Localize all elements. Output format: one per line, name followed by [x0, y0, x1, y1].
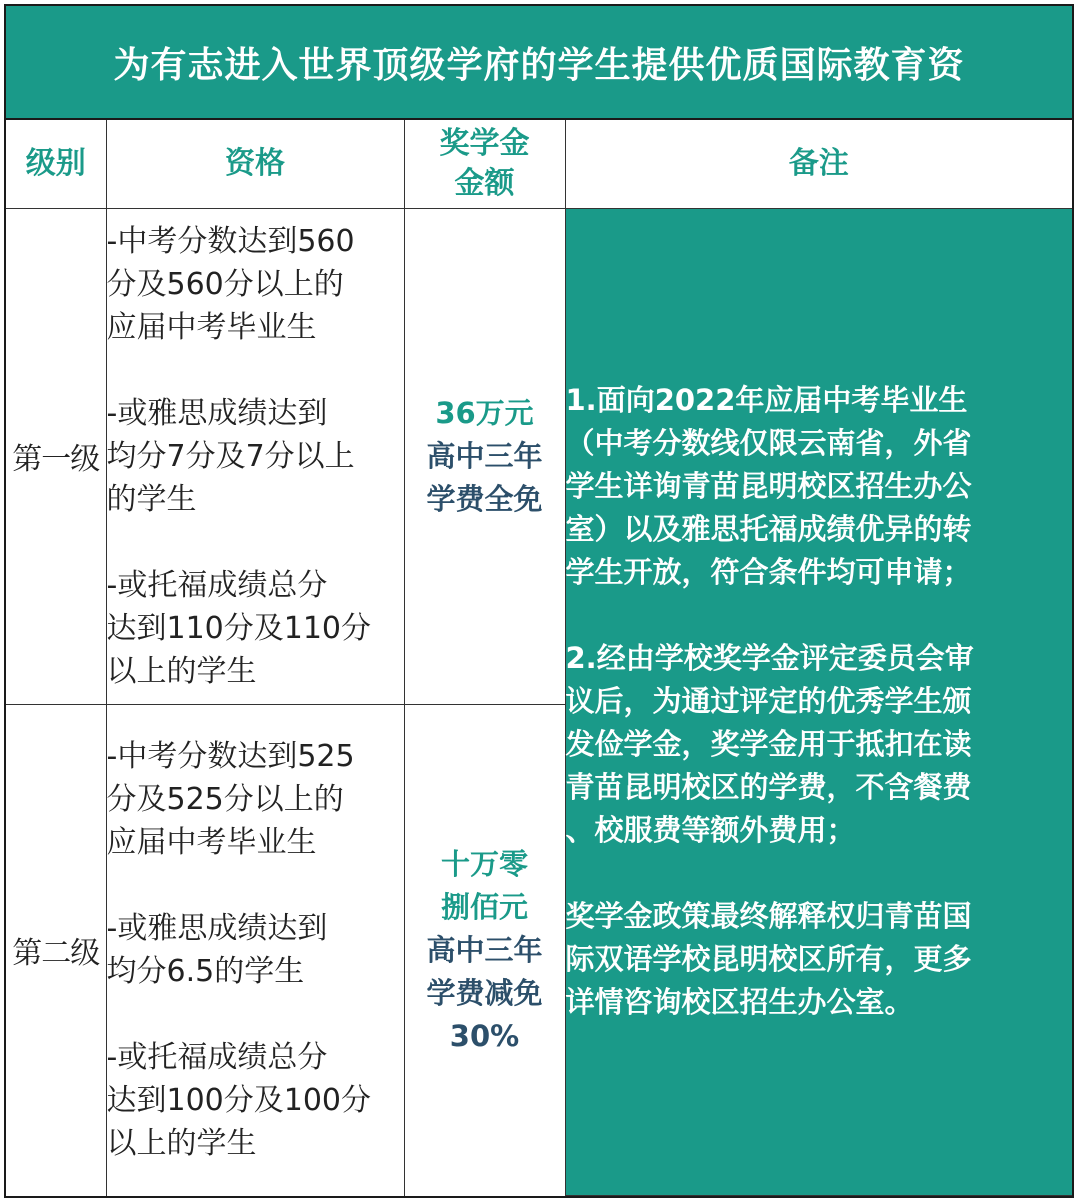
level-cell: 第一级: [6, 208, 106, 704]
table-title: 为有志进入世界顶级学府的学生提供优质国际教育资: [6, 6, 1072, 120]
note-line: 、校服费等额外费用；: [565, 813, 856, 848]
note-line: 议后，为通过评定的优秀学生颁: [565, 684, 972, 719]
scholarship-table-frame: [4, 4, 1074, 1198]
qualification-cell: [106, 208, 404, 704]
level-cell: 第二级: [6, 704, 106, 1196]
amount-cell: [404, 704, 565, 1196]
note-line: 2.经由学校奖学金评定委员会审: [565, 641, 974, 676]
qualification-line: 应届中考毕业生: [106, 309, 317, 345]
header-amount-line1: 奖学金: [439, 125, 530, 161]
qualification-line: 均分6.5的学生: [106, 954, 305, 989]
qualification-item: [107, 392, 404, 521]
qualification-line: 均分7分及7分以上: [106, 438, 355, 474]
note-line: 奖学金政策最终解释权归青苗国: [565, 899, 972, 934]
note-line: 详情咨询校区招生办公室。: [565, 985, 914, 1020]
qualification-line: -或托福成绩总分: [106, 567, 328, 603]
note-item: [566, 637, 1073, 852]
note-line: 学生详询青苗昆明校区招生办公: [565, 469, 972, 504]
qualification-line: 应届中考毕业生: [106, 825, 317, 860]
note-line: （中考分数线仅限云南省，外省: [565, 426, 972, 461]
qualification-line: -或雅思成绩达到: [106, 911, 328, 946]
qualification-line: 以上的学生: [106, 1126, 257, 1161]
amount-description: 高中三年: [426, 438, 543, 473]
qualification-line: 达到100分及100分: [106, 1083, 372, 1118]
note-line: 青苗昆明校区的学费，不含餐费: [565, 770, 972, 805]
note-line: 学生开放，符合条件均可申请；: [565, 555, 972, 590]
qualification-line: -中考分数达到525: [106, 739, 355, 774]
note-line: 际双语学校昆明校区所有，更多: [565, 942, 972, 977]
qualification-item: [107, 1036, 404, 1165]
qualification-line: 的学生: [106, 481, 197, 517]
qualification-line: 达到110分及110分: [106, 610, 372, 646]
qualification-item: [107, 220, 404, 349]
amount-description: 30%: [449, 1018, 520, 1053]
note-line: 室）以及雅思托福成绩优异的转: [565, 512, 972, 547]
qualification-line: -或雅思成绩达到: [106, 395, 328, 431]
qualification-line: 分及525分以上的: [106, 782, 344, 817]
amount-description: 高中三年: [426, 932, 543, 967]
qualification-line: 以上的学生: [106, 653, 257, 689]
note-line: 发俭学金，奖学金用于抵扣在读: [565, 727, 972, 762]
qualification-line: -或托福成绩总分: [106, 1040, 328, 1075]
amount-cell: [404, 208, 565, 704]
qualification-cell: [106, 704, 404, 1196]
amount-value: 捌佰元: [440, 889, 528, 924]
header-amount-line2: 金额: [454, 165, 515, 201]
header-notes: 备注: [565, 120, 1072, 208]
qualification-item: [107, 907, 404, 993]
amount-value: 36万元: [435, 395, 534, 430]
amount-value: 十万零: [440, 846, 528, 881]
table-row: [6, 208, 1072, 704]
qualification-item: [107, 564, 404, 693]
note-item: [566, 379, 1073, 594]
scholarship-table: [6, 120, 1072, 1196]
qualification-line: -中考分数达到560: [106, 223, 355, 259]
header-level: 级别: [6, 120, 106, 208]
qualification-item: [107, 735, 404, 864]
amount-description: 学费全免: [426, 481, 543, 516]
notes-cell: [565, 208, 1072, 1196]
header-qualification: 资格: [106, 120, 404, 208]
note-line: 1.面向2022年应届中考毕业生: [565, 383, 968, 418]
header-amount: [404, 120, 565, 208]
header-row: [6, 120, 1072, 208]
amount-description: 学费减免: [426, 975, 543, 1010]
qualification-line: 分及560分以上的: [106, 266, 344, 302]
note-item: [566, 895, 1073, 1024]
